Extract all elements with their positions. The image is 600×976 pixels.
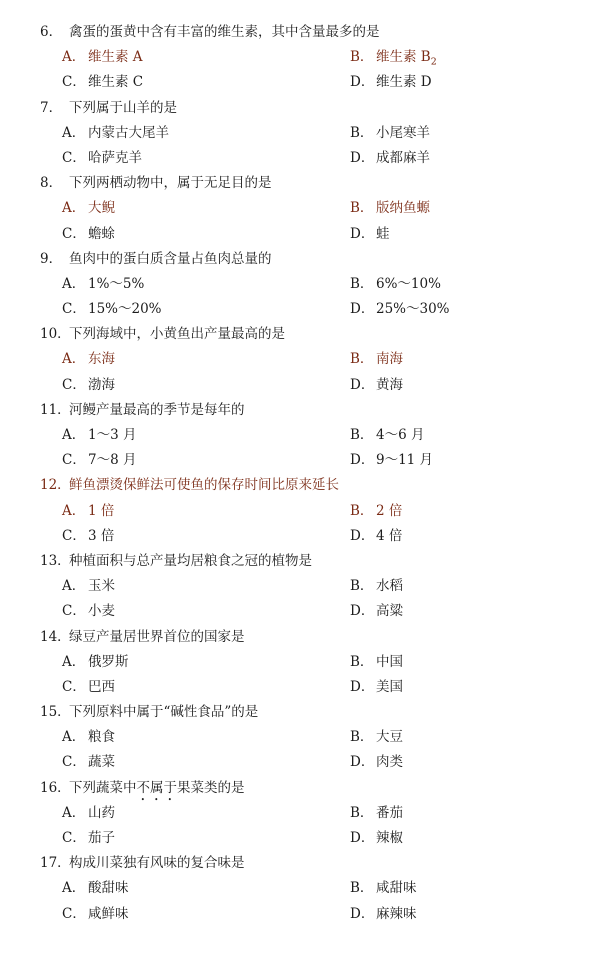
- options-row: [0, 599, 600, 624]
- option-text: 俄罗斯: [88, 653, 129, 670]
- option-c: [62, 826, 115, 851]
- options-row: [0, 45, 600, 70]
- option-a: [62, 499, 114, 524]
- option-a: [62, 45, 143, 70]
- options-row: [0, 725, 600, 750]
- option-text: 1%～5%: [88, 275, 145, 292]
- option-text: 酸甜味: [88, 880, 129, 897]
- option-text: 肉类: [376, 754, 403, 771]
- option-text: 番茄: [376, 804, 403, 821]
- options-row: [0, 373, 600, 398]
- option-subscript: 2: [430, 56, 437, 68]
- option-letter: C．: [62, 905, 86, 922]
- option-letter: B．: [350, 578, 374, 595]
- option-a: [62, 272, 144, 297]
- option-letter: B．: [350, 502, 374, 519]
- option-letter: A．: [62, 351, 86, 368]
- option-letter: C．: [62, 376, 86, 393]
- option-b: [350, 650, 403, 675]
- question-stem: [69, 776, 245, 804]
- option-text: 山药: [88, 804, 115, 821]
- options-row: [0, 826, 600, 851]
- question-stem: 构成川菜独有风味的复合味是: [69, 855, 245, 872]
- question-11: [0, 398, 600, 423]
- option-b: [350, 272, 441, 297]
- option-letter: D．: [350, 905, 375, 922]
- option-letter: D．: [350, 452, 375, 469]
- option-a: [62, 347, 115, 372]
- option-c: [62, 524, 114, 549]
- options-row: [0, 574, 600, 599]
- question-9: [0, 247, 600, 272]
- option-b: [350, 196, 430, 221]
- option-letter: C．: [62, 301, 86, 318]
- option-text: 高粱: [376, 603, 403, 620]
- option-letter: C．: [62, 678, 86, 695]
- question-stem: 种植面积与总产量均居粮食之冠的植物是: [69, 552, 312, 569]
- question-number: 17．: [40, 855, 71, 872]
- option-letter: C．: [62, 225, 86, 242]
- exam-page: [0, 20, 600, 927]
- option-a: [62, 801, 115, 826]
- option-text: 黄海: [376, 376, 403, 393]
- option-letter: D．: [350, 376, 375, 393]
- option-text: 粮食: [88, 729, 115, 746]
- option-letter: A．: [62, 729, 86, 746]
- option-a: [62, 650, 129, 675]
- option-letter: B．: [350, 351, 374, 368]
- option-letter: A．: [62, 804, 86, 821]
- option-text: 4 倍: [376, 527, 403, 544]
- option-text: 版纳鱼螈: [376, 200, 430, 217]
- option-text: 6%～10%: [376, 275, 441, 292]
- question-number: 9．: [40, 250, 63, 267]
- option-text: 美国: [376, 678, 403, 695]
- question-6: [0, 20, 600, 45]
- option-letter: A．: [62, 200, 86, 217]
- option-text: 茄子: [88, 830, 115, 846]
- question-stem: 鱼肉中的蛋白质含量占鱼肉总量的: [69, 250, 272, 267]
- option-letter: C．: [62, 74, 86, 91]
- option-text: 内蒙古大尾羊: [88, 124, 169, 141]
- option-letter: A．: [62, 880, 86, 897]
- options-row: [0, 675, 600, 700]
- option-letter: A．: [62, 275, 86, 292]
- option-letter: B．: [350, 729, 374, 746]
- option-b: [350, 423, 424, 448]
- option-b: [350, 499, 402, 524]
- question-stem: 下列海域中，小黄鱼出产量最高的是: [69, 326, 285, 343]
- option-letter: B．: [350, 427, 374, 443]
- question-number: 15．: [40, 704, 71, 721]
- question-16: [0, 776, 600, 801]
- option-c: [62, 146, 142, 171]
- options-row: [0, 902, 600, 927]
- option-d: [350, 826, 403, 851]
- question-number: 7．: [40, 99, 63, 116]
- option-d: [350, 902, 417, 927]
- option-text: 维生素 C: [88, 74, 144, 91]
- option-letter: B．: [350, 653, 374, 670]
- options-row: [0, 448, 600, 473]
- option-c: [62, 599, 115, 624]
- option-letter: D．: [350, 225, 375, 242]
- options-row: [0, 499, 600, 524]
- option-a: [62, 725, 115, 750]
- question-number: 12．: [40, 477, 71, 494]
- options-row: [0, 222, 600, 247]
- option-text: 中国: [376, 653, 403, 670]
- option-text: 巴西: [88, 678, 115, 695]
- stem-part: 果菜类的是: [177, 779, 245, 796]
- options-row: [0, 524, 600, 549]
- option-text: 15%～20%: [88, 301, 162, 318]
- option-c: [62, 297, 162, 322]
- option-text: 9～11 月: [376, 452, 434, 469]
- option-text: 哈萨克羊: [88, 149, 142, 166]
- option-c: [62, 750, 115, 775]
- option-d: [350, 524, 402, 549]
- option-b: [350, 725, 403, 750]
- option-b: [350, 121, 430, 146]
- option-text: 水稻: [376, 578, 403, 595]
- option-text: 2 倍: [376, 502, 403, 519]
- option-d: [350, 750, 403, 775]
- options-row: [0, 347, 600, 372]
- question-stem: 鲜鱼漂烫保鲜法可使鱼的保存时间比原来延长: [69, 477, 339, 494]
- option-d: [350, 70, 432, 95]
- option-d: [350, 373, 403, 398]
- option-text: 1～3 月: [88, 427, 137, 443]
- option-letter: B．: [350, 804, 374, 821]
- option-letter: D．: [350, 830, 375, 846]
- question-number: 14．: [40, 628, 71, 645]
- option-text: 小麦: [88, 603, 115, 620]
- option-letter: C．: [62, 603, 86, 620]
- question-stem: 下列属于山羊的是: [69, 99, 177, 116]
- option-letter: D．: [350, 603, 375, 620]
- question-15: [0, 700, 600, 725]
- option-c: [62, 675, 115, 700]
- option-letter: B．: [350, 275, 374, 292]
- option-letter: B．: [350, 124, 374, 141]
- options-row: [0, 650, 600, 675]
- option-a: [62, 196, 115, 221]
- options-row: [0, 750, 600, 775]
- option-b: [350, 801, 403, 826]
- option-text: 咸鲜味: [88, 905, 129, 922]
- question-stem: 绿豆产量居世界首位的国家是: [69, 628, 245, 645]
- option-letter: D．: [350, 754, 375, 771]
- option-d: [350, 675, 403, 700]
- option-text: 蔬菜: [88, 754, 115, 771]
- options-row: [0, 272, 600, 297]
- question-number: 13．: [40, 552, 71, 569]
- question-10: [0, 322, 600, 347]
- options-row: [0, 876, 600, 901]
- option-letter: A．: [62, 427, 86, 443]
- option-letter: C．: [62, 452, 86, 469]
- options-row: [0, 121, 600, 146]
- option-text: 渤海: [88, 376, 115, 393]
- option-letter: C．: [62, 527, 86, 544]
- option-text: 大豆: [376, 729, 403, 746]
- option-d: [350, 222, 390, 247]
- question-stem: 河鳗产量最高的季节是每年的: [69, 401, 245, 418]
- option-letter: A．: [62, 653, 86, 670]
- emphasized-text: 不属于: [136, 779, 177, 796]
- option-text: 25%～30%: [376, 301, 450, 318]
- option-text: 辣椒: [376, 830, 403, 846]
- question-stem: 禽蛋的蛋黄中含有丰富的维生素，其中含量最多的是: [69, 24, 380, 40]
- options-row: [0, 297, 600, 322]
- option-text: 4～6 月: [376, 427, 425, 443]
- question-14: [0, 625, 600, 650]
- option-a: [62, 121, 169, 146]
- option-letter: A．: [62, 49, 86, 66]
- option-letter: B．: [350, 49, 374, 66]
- option-c: [62, 373, 115, 398]
- option-a: [62, 876, 129, 901]
- option-text: 1 倍: [88, 502, 115, 519]
- option-b: [350, 876, 417, 901]
- option-d: [350, 599, 403, 624]
- options-row: [0, 423, 600, 448]
- option-letter: B．: [350, 200, 374, 217]
- option-letter: D．: [350, 74, 375, 91]
- option-text: 东海: [88, 351, 115, 368]
- option-text: 3 倍: [88, 527, 115, 544]
- option-text: 维生素 B: [376, 49, 431, 66]
- option-a: [62, 423, 136, 448]
- option-letter: A．: [62, 502, 86, 519]
- option-letter: D．: [350, 149, 375, 166]
- option-letter: A．: [62, 578, 86, 595]
- option-text: 蛙: [376, 225, 390, 242]
- question-number: 11．: [40, 401, 71, 418]
- option-text: 维生素 A: [88, 49, 143, 66]
- question-number: 8．: [40, 175, 63, 192]
- option-text: 成都麻羊: [376, 149, 430, 166]
- option-letter: D．: [350, 301, 375, 318]
- option-text: 蟾蜍: [88, 225, 115, 242]
- option-letter: D．: [350, 678, 375, 695]
- option-a: [62, 574, 115, 599]
- option-b: [350, 574, 403, 599]
- option-c: [62, 902, 129, 927]
- question-17: [0, 851, 600, 876]
- option-letter: B．: [350, 880, 374, 897]
- option-text: 小尾寒羊: [376, 124, 430, 141]
- question-13: [0, 549, 600, 574]
- question-stem: 下列原料中属于“碱性食品”的是: [69, 704, 259, 721]
- options-row: [0, 70, 600, 95]
- option-d: [350, 297, 450, 322]
- option-letter: A．: [62, 124, 86, 141]
- option-d: [350, 448, 433, 473]
- question-stem: 下列两栖动物中，属于无足目的是: [69, 175, 272, 192]
- question-7: [0, 96, 600, 121]
- option-letter: D．: [350, 527, 375, 544]
- options-row: [0, 196, 600, 221]
- stem-part: 下列蔬菜中: [69, 779, 137, 796]
- question-number: 10．: [40, 326, 71, 343]
- option-letter: C．: [62, 149, 86, 166]
- question-8: [0, 171, 600, 196]
- option-text: 维生素 D: [376, 74, 432, 91]
- option-text: 麻辣味: [376, 905, 417, 922]
- options-row: [0, 146, 600, 171]
- option-c: [62, 70, 143, 95]
- option-text: 玉米: [88, 578, 115, 595]
- option-c: [62, 222, 115, 247]
- option-letter: C．: [62, 830, 86, 846]
- option-b: [350, 347, 403, 372]
- option-text: 7～8 月: [88, 452, 137, 469]
- option-d: [350, 146, 430, 171]
- option-letter: C．: [62, 754, 86, 771]
- option-text: 大鲵: [88, 200, 115, 217]
- options-row: [0, 801, 600, 826]
- question-number: 16．: [40, 779, 71, 796]
- option-text: 咸甜味: [376, 880, 417, 897]
- option-c: [62, 448, 136, 473]
- option-text: 南海: [376, 351, 403, 368]
- question-12: [0, 473, 600, 498]
- question-number: 6．: [40, 24, 63, 40]
